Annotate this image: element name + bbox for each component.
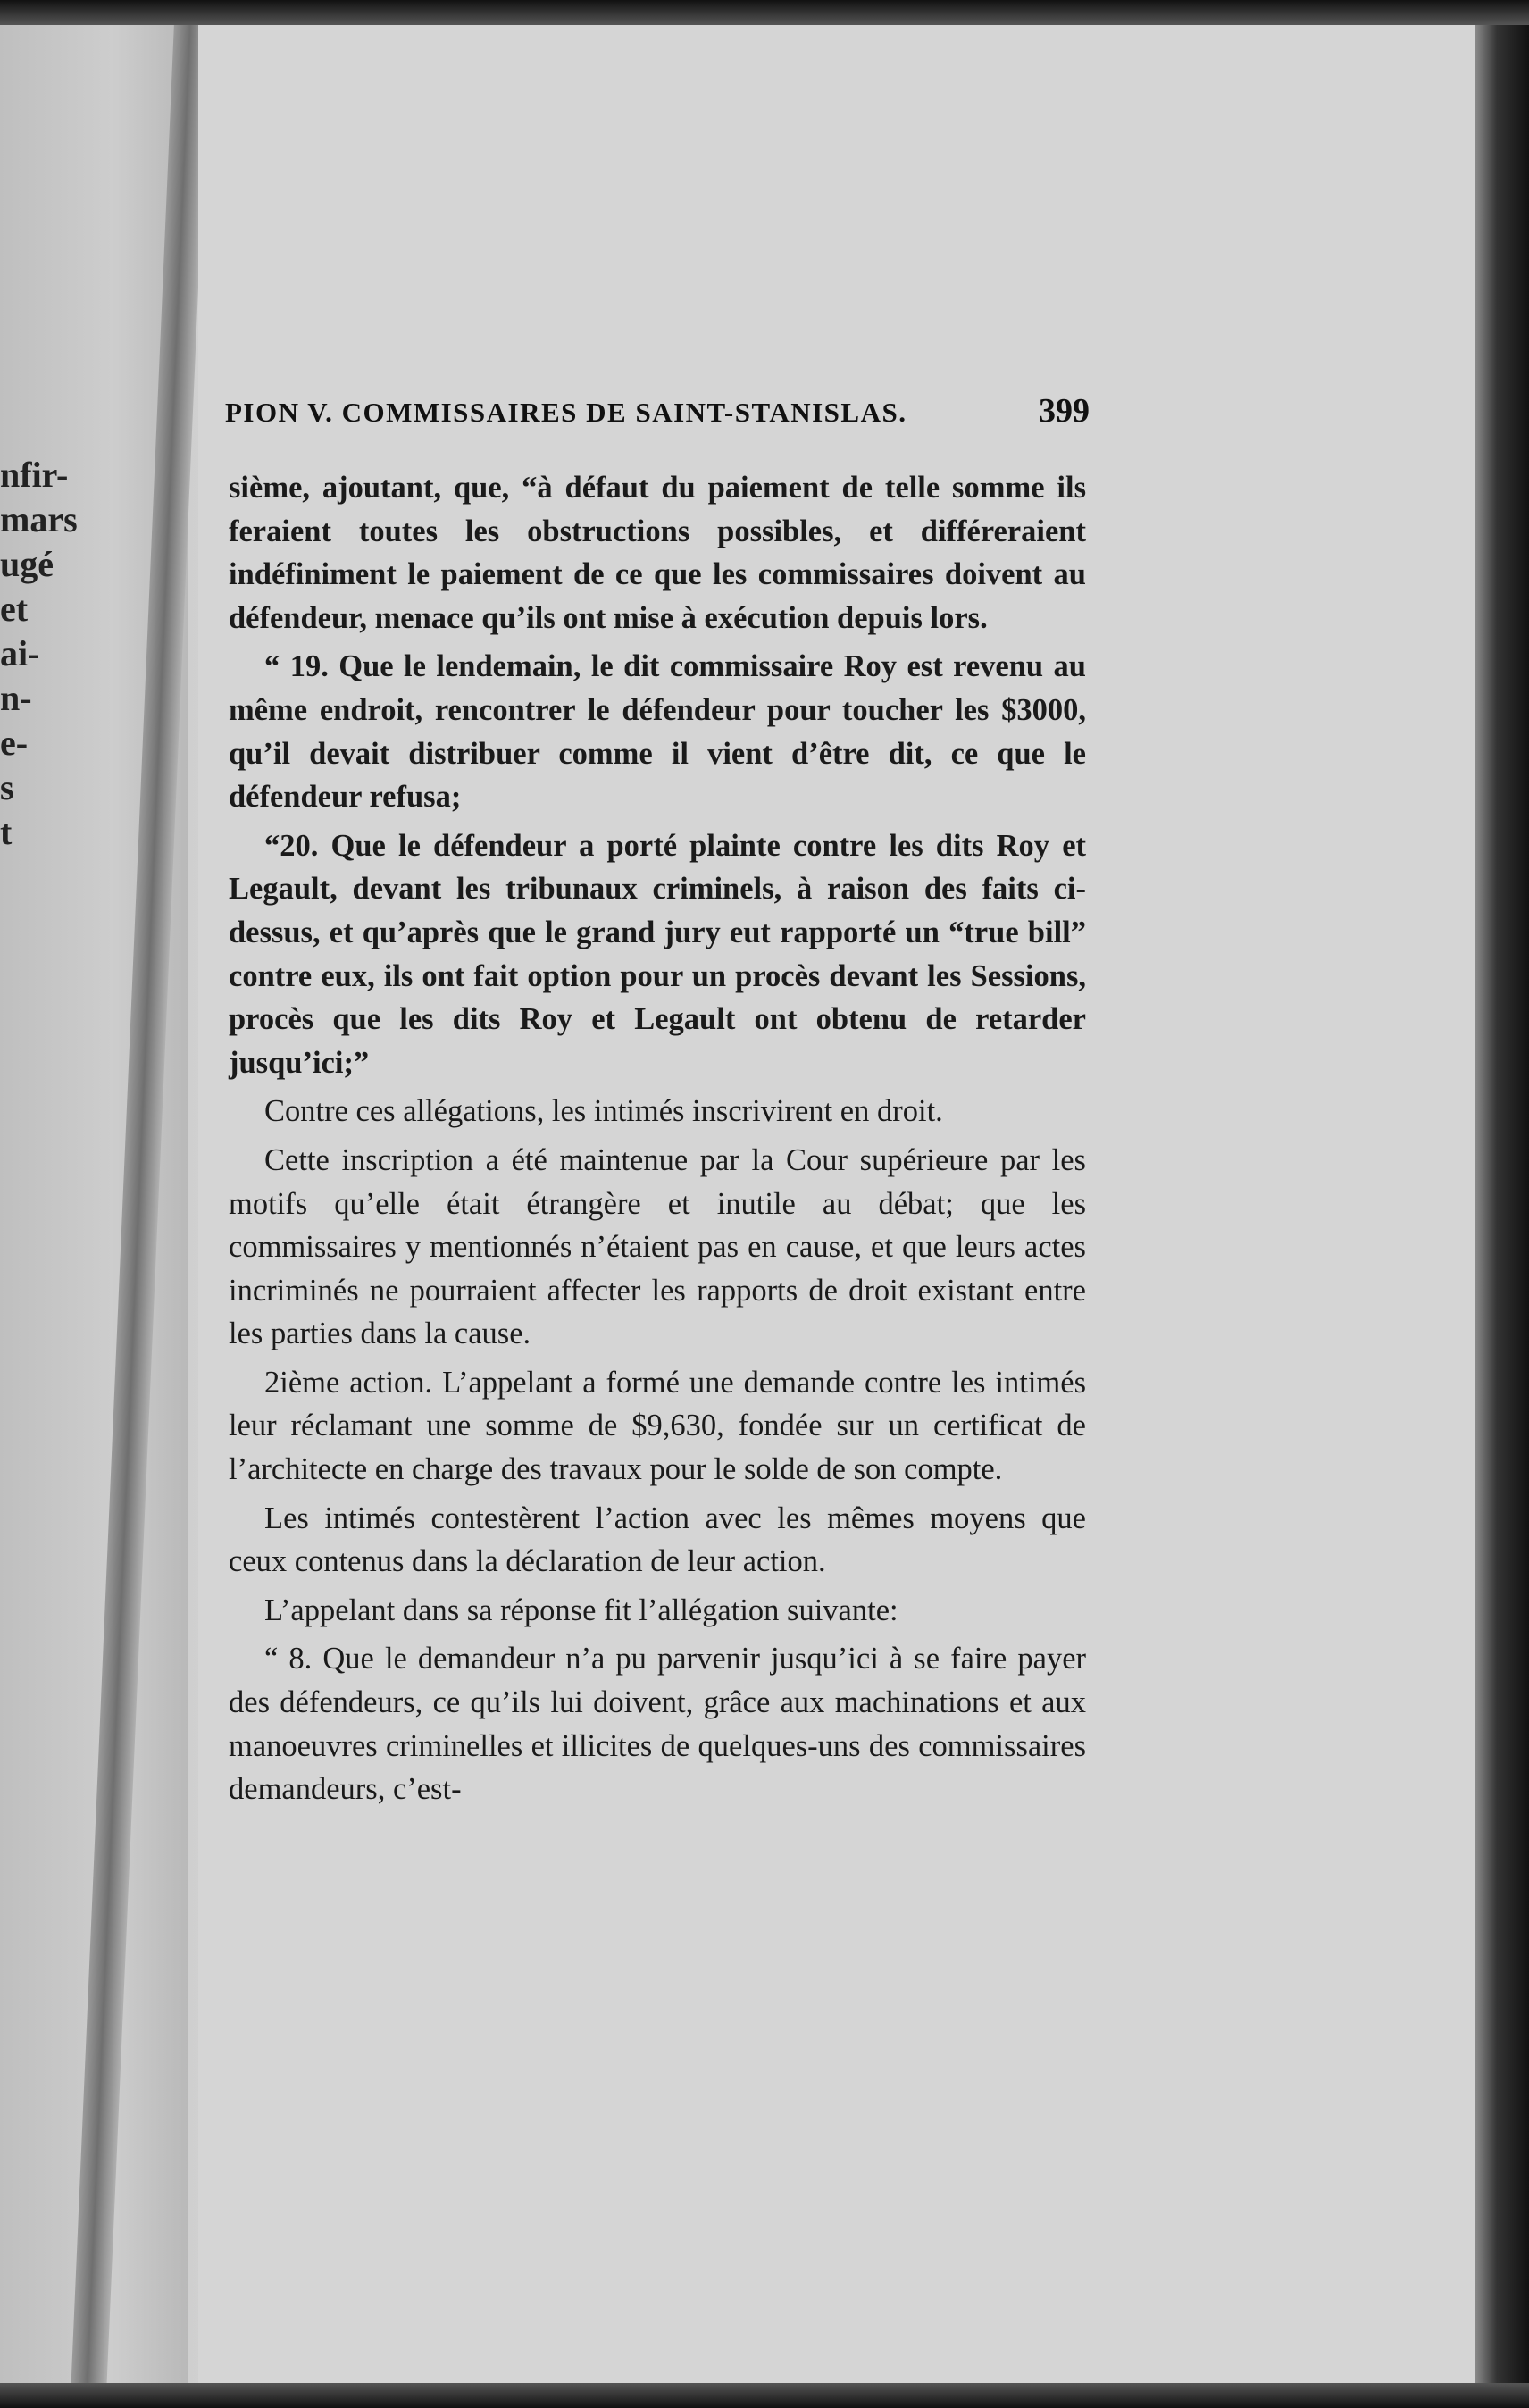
- paragraph: sième, ajoutant, que, “à défaut du paiement de telle somme ils feraient toutes les obstructions possibles, et différeraient indéfiniment le paiement de ce que les commissaires doivent au défendeur, menace qu’ils ont mise à exécution depuis lors.: [229, 471, 1086, 635]
- page-body: [229, 466, 1086, 1817]
- paragraph: Les intimés contestèrent l’action avec les mêmes moyens que ceux contenus dans la déclaration de leur action.: [229, 1501, 1086, 1579]
- fragment-line: s: [0, 767, 14, 807]
- fragment-line: nfir-: [0, 455, 69, 495]
- facing-page-text-fragments: [0, 453, 107, 855]
- running-title: PION V. COMMISSAIRES DE SAINT-STANISLAS.: [225, 397, 907, 428]
- scan-edge-bottom: [0, 2383, 1529, 2408]
- paragraph: “ 19. Que le lendemain, le dit commissaire Roy est revenu au même endroit, rencontrer le défendeur pour toucher les $3000, qu’il devait distribuer comme il vient d’être dit, ce que le défendeur refusa;: [229, 649, 1086, 815]
- fragment-line: et: [0, 589, 29, 629]
- fragment-line: ai-: [0, 633, 40, 673]
- paragraph: Cette inscription a été maintenue par la Cour supérieure par les motifs qu’elle était étrangère et inutile au débat; que les commissaires y mentionnés n’étaient pas en cause, et que leurs actes incriminés ne pourraient affecter les rapports de droit existant entre les parties dans la cause.: [229, 1142, 1086, 1351]
- paragraph: “ 8. Que le demandeur n’a pu parvenir jusqu’ici à se faire payer des défendeurs, ce qu’ils lui doivent, grâce aux machinations et aux manoeuvres criminelles et illicites de quelques-uns des commissaires demandeurs, c’est-: [229, 1642, 1086, 1807]
- scan-edge-top: [0, 0, 1529, 25]
- page-number: 399: [1039, 392, 1090, 430]
- paragraph: “20. Que le défendeur a porté plainte contre les dits Roy et Legault, devant les tribunaux criminels, à raison des faits ci-dessus, et qu’après que le grand jury eut rapporté un “true bill” contre eux, ils ont fait option pour un procès devant les Sessions, procès que les dits Roy et Legault ont obtenu de retarder jusqu’ici;”: [229, 828, 1086, 1080]
- fragment-line: t: [0, 812, 13, 852]
- fragment-line: e-: [0, 723, 29, 763]
- running-header: [225, 391, 1090, 431]
- fragment-line: ugé: [0, 544, 54, 584]
- paragraph: 2ième action. L’appelant a formé une demande contre les intimés leur réclamant une somme de $9,630, fondée sur un certificat de l’architecte en charge des travaux pour le solde de son compte.: [229, 1365, 1086, 1487]
- fragment-line: n-: [0, 678, 32, 718]
- fragment-line: mars: [0, 499, 78, 539]
- paragraph: Contre ces allégations, les intimés inscrivirent en droit.: [264, 1094, 943, 1129]
- paragraph: L’appelant dans sa réponse fit l’allégation suivante:: [264, 1593, 898, 1627]
- page-edge-right: [1475, 0, 1529, 2408]
